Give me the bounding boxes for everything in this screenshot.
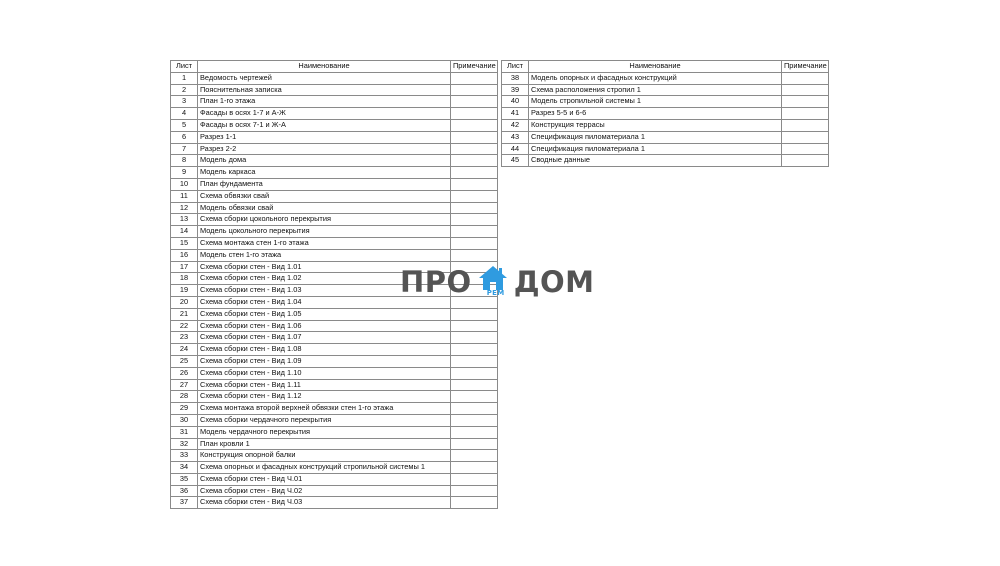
sheet-number-cell: 32 (171, 438, 198, 450)
sheet-name-cell: Модель опорных и фасадных конструкций (529, 72, 782, 84)
table-row (171, 426, 498, 438)
sheet-number-cell: 16 (171, 249, 198, 261)
table-row (171, 438, 498, 450)
header-note: Примечание (451, 61, 498, 73)
sheet-note-cell (451, 450, 498, 462)
table-row (502, 72, 829, 84)
sheet-number-cell: 1 (171, 72, 198, 84)
table-row (171, 155, 498, 167)
sheet-number-cell: 44 (502, 143, 529, 155)
sheet-number-cell: 18 (171, 273, 198, 285)
sheet-number-cell: 37 (171, 497, 198, 509)
sheet-name-cell: Схема расположения стропил 1 (529, 84, 782, 96)
sheet-name-cell: Схема сборки стен - Вид 1.01 (198, 261, 451, 273)
table-row (171, 249, 498, 261)
sheet-number-cell: 43 (502, 131, 529, 143)
sheet-name-cell: Схема сборки стен - Вид 1.05 (198, 308, 451, 320)
sheet-name-cell: Конструкция террасы (529, 119, 782, 131)
sheet-note-cell (451, 143, 498, 155)
sheet-number-cell: 36 (171, 485, 198, 497)
sheet-note-cell (451, 72, 498, 84)
sheet-note-cell (451, 155, 498, 167)
sheet-name-cell: Схема сборки цокольного перекрытия (198, 214, 451, 226)
sheet-name-cell: Спецификация пиломатериала 1 (529, 143, 782, 155)
sheet-name-cell: Схема сборки стен - Вид Ч.02 (198, 485, 451, 497)
sheet-number-cell: 38 (502, 72, 529, 84)
sheet-note-cell (451, 391, 498, 403)
sheet-number-cell: 45 (502, 155, 529, 167)
sheet-name-cell: Фасады в осях 1-7 и А-Ж (198, 108, 451, 120)
sheet-note-cell (451, 438, 498, 450)
sheet-name-cell: План 1-го этажа (198, 96, 451, 108)
sheet-name-cell: Фасады в осях 7-1 и Ж-А (198, 119, 451, 131)
sheet-number-cell: 23 (171, 332, 198, 344)
sheet-number-cell: 4 (171, 108, 198, 120)
house-icon (473, 262, 513, 302)
table-row (171, 178, 498, 190)
sheet-note-cell (451, 473, 498, 485)
sheet-note-cell (782, 72, 829, 84)
table-row (171, 367, 498, 379)
sheet-name-cell: Модель чердачного перекрытия (198, 426, 451, 438)
sheet-number-cell: 28 (171, 391, 198, 403)
sheet-number-cell: 25 (171, 355, 198, 367)
sheet-number-cell: 2 (171, 84, 198, 96)
sheet-number-cell: 42 (502, 119, 529, 131)
sheet-name-cell: Модель дома (198, 155, 451, 167)
table-row (171, 167, 498, 179)
sheet-note-cell (782, 155, 829, 167)
sheet-number-cell: 27 (171, 379, 198, 391)
table-row (171, 131, 498, 143)
table-row (502, 155, 829, 167)
sheet-note-cell (451, 320, 498, 332)
table-row (171, 202, 498, 214)
table-row (171, 391, 498, 403)
sheet-note-cell (451, 178, 498, 190)
sheet-note-cell (782, 108, 829, 120)
sheet-number-cell: 40 (502, 96, 529, 108)
table-row (171, 485, 498, 497)
sheet-note-cell (451, 403, 498, 415)
sheet-number-cell: 13 (171, 214, 198, 226)
sheet-name-cell: Схема монтажа стен 1-го этажа (198, 237, 451, 249)
header-sheet-number: Лист (171, 61, 198, 73)
sheet-number-cell: 6 (171, 131, 198, 143)
sheet-name-cell: Спецификация пиломатериала 1 (529, 131, 782, 143)
sheet-note-cell (451, 167, 498, 179)
header-name: Наименование (198, 61, 451, 73)
table-header-row (502, 61, 829, 73)
sheet-note-cell (451, 249, 498, 261)
sheet-name-cell: План кровли 1 (198, 438, 451, 450)
sheet-number-cell: 19 (171, 285, 198, 297)
sheet-name-cell: Схема монтажа второй верхней обвязки стен 1-го этажа (198, 403, 451, 415)
sheet-note-cell (782, 84, 829, 96)
sheet-name-cell: Схема сборки стен - Вид Ч.01 (198, 473, 451, 485)
sheet-note-cell (451, 226, 498, 238)
table-row (502, 84, 829, 96)
sheet-note-cell (451, 485, 498, 497)
table-row (171, 72, 498, 84)
sheet-name-cell: Схема сборки стен - Вид 1.06 (198, 320, 451, 332)
table-row (171, 450, 498, 462)
sheet-note-cell (451, 308, 498, 320)
sheet-name-cell: Схема сборки стен - Вид 1.12 (198, 391, 451, 403)
sheet-number-cell: 35 (171, 473, 198, 485)
sheet-name-cell: Схема опорных и фасадных конструкций стропильной системы 1 (198, 462, 451, 474)
sheet-number-cell: 14 (171, 226, 198, 238)
watermark-logo (400, 262, 600, 302)
sheet-note-cell (451, 367, 498, 379)
sheet-number-cell: 5 (171, 119, 198, 131)
sheet-number-cell: 17 (171, 261, 198, 273)
sheet-name-cell: Пояснительная записка (198, 84, 451, 96)
sheet-note-cell (451, 202, 498, 214)
sheet-name-cell: Схема сборки стен - Вид 1.10 (198, 367, 451, 379)
sheet-note-cell (782, 143, 829, 155)
sheet-note-cell (451, 355, 498, 367)
sheet-name-cell: Схема сборки стен - Вид 1.02 (198, 273, 451, 285)
table-row (171, 320, 498, 332)
table-row (502, 143, 829, 155)
sheet-name-cell: Схема сборки чердачного перекрытия (198, 414, 451, 426)
header-name: Наименование (529, 61, 782, 73)
sheet-number-cell: 3 (171, 96, 198, 108)
watermark-text-right: ДОМ (513, 265, 595, 299)
sheet-name-cell: Конструкция опорной балки (198, 450, 451, 462)
table-row (502, 96, 829, 108)
sheet-note-cell (451, 344, 498, 356)
sheet-name-cell: Схема сборки стен - Вид 1.03 (198, 285, 451, 297)
sheet-number-cell: 15 (171, 237, 198, 249)
sheet-number-cell: 20 (171, 296, 198, 308)
table-row (171, 332, 498, 344)
sheet-name-cell: Разрез 2-2 (198, 143, 451, 155)
sheet-name-cell: Схема сборки стен - Вид 1.08 (198, 344, 451, 356)
table-row (171, 237, 498, 249)
sheet-number-cell: 39 (502, 84, 529, 96)
sheet-number-cell: 24 (171, 344, 198, 356)
sheet-number-cell: 22 (171, 320, 198, 332)
sheet-name-cell: Модель цокольного перекрытия (198, 226, 451, 238)
watermark-small-text: РЕМ (486, 289, 505, 297)
sheet-number-cell: 31 (171, 426, 198, 438)
sheet-name-cell: Модель стропильной системы 1 (529, 96, 782, 108)
sheet-number-cell: 8 (171, 155, 198, 167)
header-note: Примечание (782, 61, 829, 73)
table-row (171, 462, 498, 474)
table-row (171, 190, 498, 202)
sheet-number-cell: 7 (171, 143, 198, 155)
sheet-number-cell: 26 (171, 367, 198, 379)
sheet-note-cell (451, 190, 498, 202)
sheet-name-cell: Модель обвязки свай (198, 202, 451, 214)
sheet-name-cell: Схема сборки стен - Вид 1.11 (198, 379, 451, 391)
sheet-note-cell (451, 414, 498, 426)
sheet-number-cell: 12 (171, 202, 198, 214)
table-row (171, 497, 498, 509)
sheet-note-cell (451, 131, 498, 143)
sheet-note-cell (451, 426, 498, 438)
table-row (502, 108, 829, 120)
sheet-name-cell: Схема сборки стен - Вид Ч.03 (198, 497, 451, 509)
table-row (171, 214, 498, 226)
table-row (171, 414, 498, 426)
drawing-list-table-right (501, 60, 829, 167)
sheet-name-cell: Ведомость чертежей (198, 72, 451, 84)
watermark-text-left: ПРО (400, 265, 472, 299)
sheet-note-cell (451, 237, 498, 249)
table-row (171, 344, 498, 356)
sheet-number-cell: 29 (171, 403, 198, 415)
sheet-note-cell (782, 96, 829, 108)
sheet-note-cell (451, 96, 498, 108)
sheet-number-cell: 30 (171, 414, 198, 426)
sheet-number-cell: 11 (171, 190, 198, 202)
table-row (502, 131, 829, 143)
table-row (171, 355, 498, 367)
sheet-note-cell (451, 214, 498, 226)
table-row (171, 84, 498, 96)
table-row (502, 119, 829, 131)
sheet-number-cell: 41 (502, 108, 529, 120)
sheet-name-cell: Модель каркаса (198, 167, 451, 179)
sheet-note-cell (782, 119, 829, 131)
sheet-number-cell: 21 (171, 308, 198, 320)
sheet-name-cell: Сводные данные (529, 155, 782, 167)
table-row (171, 119, 498, 131)
sheet-note-cell (451, 84, 498, 96)
table-row (171, 143, 498, 155)
table-row (171, 379, 498, 391)
sheet-note-cell (451, 462, 498, 474)
sheet-note-cell (451, 119, 498, 131)
sheet-name-cell: Разрез 5-5 и 6-6 (529, 108, 782, 120)
header-sheet-number: Лист (502, 61, 529, 73)
table-row (171, 473, 498, 485)
sheet-number-cell: 34 (171, 462, 198, 474)
table-row (171, 96, 498, 108)
sheet-note-cell (451, 332, 498, 344)
sheet-name-cell: Разрез 1-1 (198, 131, 451, 143)
sheet-name-cell: Схема обвязки свай (198, 190, 451, 202)
sheet-name-cell: Схема сборки стен - Вид 1.04 (198, 296, 451, 308)
sheet-name-cell: Схема сборки стен - Вид 1.07 (198, 332, 451, 344)
sheet-note-cell (451, 379, 498, 391)
sheet-note-cell (451, 497, 498, 509)
table-row (171, 403, 498, 415)
sheet-number-cell: 9 (171, 167, 198, 179)
sheet-name-cell: Схема сборки стен - Вид 1.09 (198, 355, 451, 367)
table-row (171, 108, 498, 120)
table-row (171, 226, 498, 238)
sheet-note-cell (451, 108, 498, 120)
sheet-number-cell: 33 (171, 450, 198, 462)
sheet-note-cell (782, 131, 829, 143)
sheet-number-cell: 10 (171, 178, 198, 190)
table-header-row (171, 61, 498, 73)
sheet-name-cell: Модель стен 1-го этажа (198, 249, 451, 261)
table-row (171, 308, 498, 320)
sheet-name-cell: План фундамента (198, 178, 451, 190)
